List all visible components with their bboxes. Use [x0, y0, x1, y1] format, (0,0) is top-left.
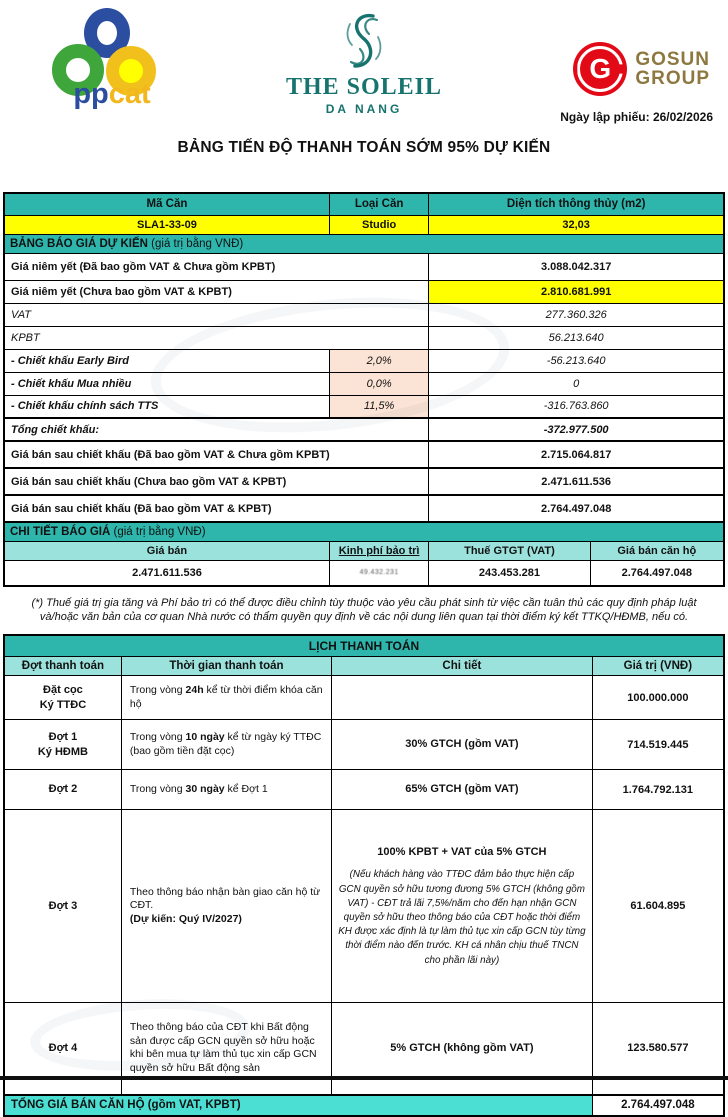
row-label: Giá niêm yết (Đã bao gồm VAT & Chưa gồm KPBT) [4, 253, 429, 280]
gosun-g-icon: G [573, 42, 627, 96]
price-detail-table [3, 521, 725, 587]
value-cell: 61.604.895 [592, 810, 724, 1003]
schedule-header-value: Giá trị (VNĐ) [592, 657, 724, 676]
detail-cell [332, 810, 593, 1003]
soleil-emblem-icon [341, 10, 387, 72]
unit-value-row [4, 215, 724, 234]
table-row [4, 770, 724, 810]
time-cell: Trong vòng 10 ngày kể từ ngày ký TTĐC (bao gồm tiền đặt cọc) [121, 720, 331, 770]
row-label: Giá niêm yết (Chưa bao gồm VAT & KPBT) [4, 280, 429, 303]
unit-area: 32,03 [429, 215, 724, 234]
stage-cell: Đợt 1 Ký HĐMB [4, 720, 121, 770]
page-bottom-edge [0, 1076, 728, 1080]
discount-percent: 2,0% [329, 349, 428, 372]
time-cell: Trong vòng 30 ngày kể Đợt 1 [121, 770, 331, 810]
unit-type-header: Loại Căn [329, 193, 428, 215]
payment-schedule-table [3, 634, 725, 1096]
row-label: KPBT [4, 326, 429, 349]
detail-header-price: Giá bán [4, 542, 329, 561]
page-title: BẢNG TIẾN ĐỘ THANH TOÁN SỚM 95% DỰ KIẾN [177, 139, 551, 156]
row-value: 56.213.640 [429, 326, 724, 349]
table-row [4, 349, 724, 372]
detail-vat: 243.453.281 [429, 561, 590, 586]
row-value: 0 [429, 372, 724, 395]
table-row [4, 253, 724, 280]
row-value-highlighted: 2.810.681.991 [429, 280, 724, 303]
row-value: 3.088.042.317 [429, 253, 724, 280]
row-label: - Chiết khấu Mua nhiều [4, 372, 329, 395]
schedule-header-stage: Đợt thanh toán [4, 657, 121, 676]
schedule-header-row [4, 657, 724, 676]
grand-total-label: TỔNG GIÁ BÁN CĂN HỘ (gồm VAT, KPBT) [4, 1095, 592, 1116]
detail-total: 2.764.497.048 [590, 561, 724, 586]
table-row [4, 303, 724, 326]
schedule-title: LỊCH THANH TOÁN [4, 635, 724, 657]
detail-cell: 5% GTCH (không gồm VAT) [332, 1003, 593, 1095]
ppcat-logo [48, 6, 176, 114]
table-row [4, 676, 724, 720]
detail-cell [332, 676, 593, 720]
schedule-title-bar [4, 635, 724, 657]
grand-total-value: 2.764.497.048 [592, 1095, 724, 1116]
footnote: (*) Thuế giá trị gia tăng và Phí bảo trì có thể được điều chỉnh tùy thuộc vào yêu cầu phát sinh từ việc cần tuân thủ các quy định pháp luật và/hoặc văn bản của cơ quan Nhà nước có thẩm quyền quy định về các nội dung liên quan tại thời điểm ký kết TTKQ/HĐMB, nếu có. [31, 596, 697, 624]
grand-total-bar [3, 1094, 725, 1117]
row-value: 2.715.064.817 [429, 441, 724, 468]
unit-area-header: Diện tích thông thủy (m2) [429, 193, 724, 215]
detail-section-bar: CHI TIẾT BÁO GIÁ (giá trị bằng VNĐ) [4, 522, 724, 542]
ppcat-logo-text: ppcat [73, 78, 151, 110]
value-cell: 100.000.000 [592, 676, 724, 720]
unit-header-row [4, 193, 724, 215]
issue-date: Ngày lập phiếu: 26/02/2026 [560, 110, 713, 124]
stage-cell: Đợt 4 [4, 1003, 121, 1095]
discount-percent: 11,5% [329, 395, 428, 418]
detail-note: (Nếu khách hàng vào TTĐC đảm bảo thực hiện cấp GCN quyền sở hữu tương đương 5% GTCH (không gồm VAT) - CĐT trả lãi 7,5%/năm cho đến hạn nhận GCN quyền sở hữu theo thông báo của CĐT hoặc thời điểm KH được xác định là tự làm thủ tục xin cấp GCN tùy từng thời điểm nào đến trước. KH cá nhân chịu thuế TNCN cho phần lãi này) [338, 869, 586, 966]
discount-percent: 0,0% [329, 372, 428, 395]
table-row [4, 720, 724, 770]
soleil-logo [286, 10, 442, 116]
table-row [4, 441, 724, 468]
document-header [3, 0, 725, 192]
row-label: - Chiết khấu Early Bird [4, 349, 329, 372]
table-row [4, 372, 724, 395]
table-row [4, 326, 724, 349]
unit-code: SLA1-33-09 [4, 215, 329, 234]
row-value: 2.764.497.048 [429, 495, 724, 522]
stage-cell: Đợt 3 [4, 810, 121, 1003]
pricing-section-bar: BẢNG BÁO GIÁ DỰ KIẾN (giá trị bằng VNĐ) [4, 234, 724, 253]
detail-header-vat: Thuế GTGT (VAT) [429, 542, 590, 561]
gosun-logo [573, 42, 710, 96]
value-cell: 1.764.792.131 [592, 770, 724, 810]
table-row [4, 280, 724, 303]
row-label: - Chiết khấu chính sách TTS [4, 395, 329, 418]
detail-price: 2.471.611.536 [4, 561, 329, 586]
stage-cell: Đặt cọc Ký TTĐC [4, 676, 121, 720]
row-label: Giá bán sau chiết khấu (Đã bao gồm VAT & Chưa gồm KPBT) [4, 441, 429, 468]
detail-value-row [4, 561, 724, 586]
unit-type: Studio [329, 215, 428, 234]
table-row [4, 810, 724, 1003]
table-row [4, 418, 724, 441]
schedule-header-detail: Chi tiết [332, 657, 593, 676]
pricing-table [3, 192, 725, 523]
table-row [4, 468, 724, 495]
stage-cell: Đợt 2 [4, 770, 121, 810]
detail-maintenance: 49.432.231 [329, 561, 428, 586]
time-cell: Theo thông báo nhận bàn giao căn hộ từ CĐT. (Dự kiến: Quý IV/2027) [121, 810, 331, 1003]
soleil-logo-city: DA NANG [325, 102, 403, 116]
row-label: Giá bán sau chiết khấu (Chưa bao gồm VAT & KPBT) [4, 468, 429, 495]
row-label: VAT [4, 303, 429, 326]
unit-code-header: Mã Căn [4, 193, 329, 215]
schedule-header-time: Thời gian thanh toán [121, 657, 331, 676]
table-row [4, 495, 724, 522]
table-row [4, 395, 724, 418]
gosun-logo-text: GOSUN GROUP [635, 49, 710, 89]
row-value: -372.977.500 [429, 418, 724, 441]
value-cell: 123.580.577 [592, 1003, 724, 1095]
detail-main: 100% KPBT + VAT của 5% GTCH [377, 845, 547, 858]
detail-cell: 65% GTCH (gồm VAT) [332, 770, 593, 810]
detail-header-row [4, 542, 724, 561]
row-value: -56.213.640 [429, 349, 724, 372]
detail-cell: 30% GTCH (gồm VAT) [332, 720, 593, 770]
row-label: Tổng chiết khấu: [4, 418, 429, 441]
detail-header-maintenance: Kinh phí bảo trì [329, 542, 428, 561]
row-value: 277.360.326 [429, 303, 724, 326]
row-value: 2.471.611.536 [429, 468, 724, 495]
value-cell: 714.519.445 [592, 720, 724, 770]
row-label: Giá bán sau chiết khấu (Đã bao gồm VAT & KPBT) [4, 495, 429, 522]
time-cell: Theo thông báo của CĐT khi Bất động sản được cấp GCN quyền sở hữu hoặc khi bên mua tự làm thủ tục xin cấp GCN quyền sở hữu Bất động sản [121, 1003, 331, 1095]
soleil-logo-name: THE SOLEIL [285, 74, 443, 100]
table-row [4, 1003, 724, 1095]
detail-header-total: Giá bán căn hộ [590, 542, 724, 561]
row-value: -316.763.860 [429, 395, 724, 418]
time-cell: Trong vòng 24h kể từ thời điểm khóa căn hộ [121, 676, 331, 720]
